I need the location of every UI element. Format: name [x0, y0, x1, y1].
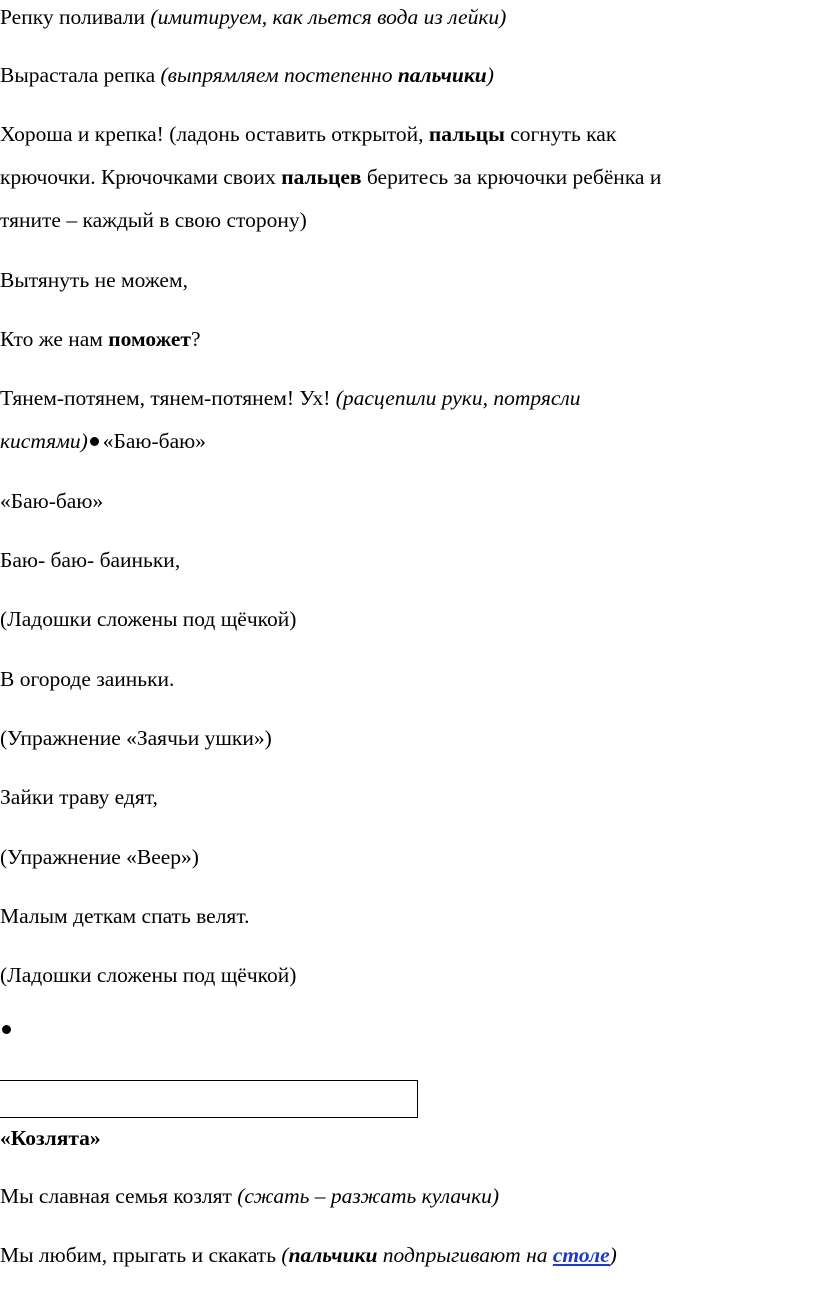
- line-14: [0, 724, 272, 752]
- instruction-note: (сжать – разжать кулачки): [237, 1184, 500, 1208]
- verse-text: тяните – каждый в свою сторону): [0, 208, 307, 232]
- instruction-note: подпрыгивают на: [377, 1243, 553, 1267]
- line-6: [0, 266, 188, 294]
- line-15: [0, 783, 158, 811]
- instruction-note: ): [486, 63, 494, 87]
- verse-text: «Баю-баю»: [0, 489, 104, 513]
- instruction-note: (Упражнение «Веер»): [0, 845, 199, 869]
- instruction-note: (имитируем, как льется вода из лейки): [150, 5, 507, 29]
- section-title: «Баю-баю»: [102, 429, 206, 453]
- verse-text: крючочки. Крючочками своих: [0, 165, 282, 189]
- instruction-keyword: пальчики: [288, 1243, 378, 1267]
- verse-text: Хороша и крепка! (ладонь оставить открытой,: [0, 122, 429, 146]
- line-18: [0, 961, 296, 989]
- verse-text: Баю- баю- баиньки,: [0, 548, 181, 572]
- verse-text: Мы славная семья козлят: [0, 1184, 238, 1208]
- instruction-keyword: пальчики: [397, 63, 487, 87]
- line-12: [0, 605, 296, 633]
- verse-text: беритесь за крючочки ребёнка и: [361, 165, 662, 189]
- verse-text: Зайки траву едят,: [0, 785, 158, 809]
- instruction-note: (расцепили руки, потрясли: [335, 386, 581, 410]
- line-21: [0, 1241, 617, 1269]
- verse-text: Кто же нам: [0, 327, 109, 351]
- line-1: [0, 3, 506, 31]
- verse-text: Малым деткам спать велят.: [0, 904, 250, 928]
- verse-text: Вырастала репка: [0, 63, 161, 87]
- keyword: пальцев: [281, 165, 362, 189]
- instruction-note: (выпрямляем постепенно: [160, 63, 398, 87]
- line-8: [0, 384, 581, 412]
- line-3: [0, 120, 616, 148]
- verse-text: Мы любим, прыгать и скакать: [0, 1243, 282, 1267]
- verse-text: Вытянуть не можем,: [0, 268, 188, 292]
- line-4: [0, 163, 661, 191]
- stol-link[interactable]: столе: [552, 1243, 610, 1267]
- line-16: [0, 843, 199, 871]
- instruction-note: (Ладошки сложены под щёчкой): [0, 963, 297, 987]
- line-11: [0, 546, 180, 574]
- line-17: [0, 902, 249, 930]
- verse-text: ?: [191, 327, 201, 351]
- instruction-note: ): [609, 1243, 617, 1267]
- empty-text-frame: [0, 1080, 418, 1118]
- instruction-note: (Ладошки сложены под щёчкой): [0, 607, 297, 631]
- keyword: поможет: [108, 327, 191, 351]
- instruction-note: (: [281, 1243, 289, 1267]
- instruction-note: кистями): [0, 429, 88, 453]
- verse-text: В огороде заиньки.: [0, 667, 175, 691]
- keyword: пальцы: [428, 122, 505, 146]
- verse-text: Тянем-потянем, тянем-потянем! Ух!: [0, 386, 336, 410]
- bullet-icon: [90, 437, 99, 446]
- line-2: [0, 61, 494, 89]
- line-19: [0, 1124, 101, 1152]
- verse-text: согнуть как: [504, 122, 617, 146]
- instruction-note: (Упражнение «Заячьи ушки»): [0, 726, 272, 750]
- line-13: [0, 665, 174, 693]
- bullet-icon: [2, 1025, 11, 1034]
- verse-text: Репку поливали: [0, 5, 151, 29]
- line-5: [0, 206, 307, 234]
- line-20: [0, 1182, 499, 1210]
- section-title: «Козлята»: [0, 1126, 101, 1150]
- line-10: [0, 487, 103, 515]
- line-9: [0, 427, 206, 455]
- line-7: [0, 325, 201, 353]
